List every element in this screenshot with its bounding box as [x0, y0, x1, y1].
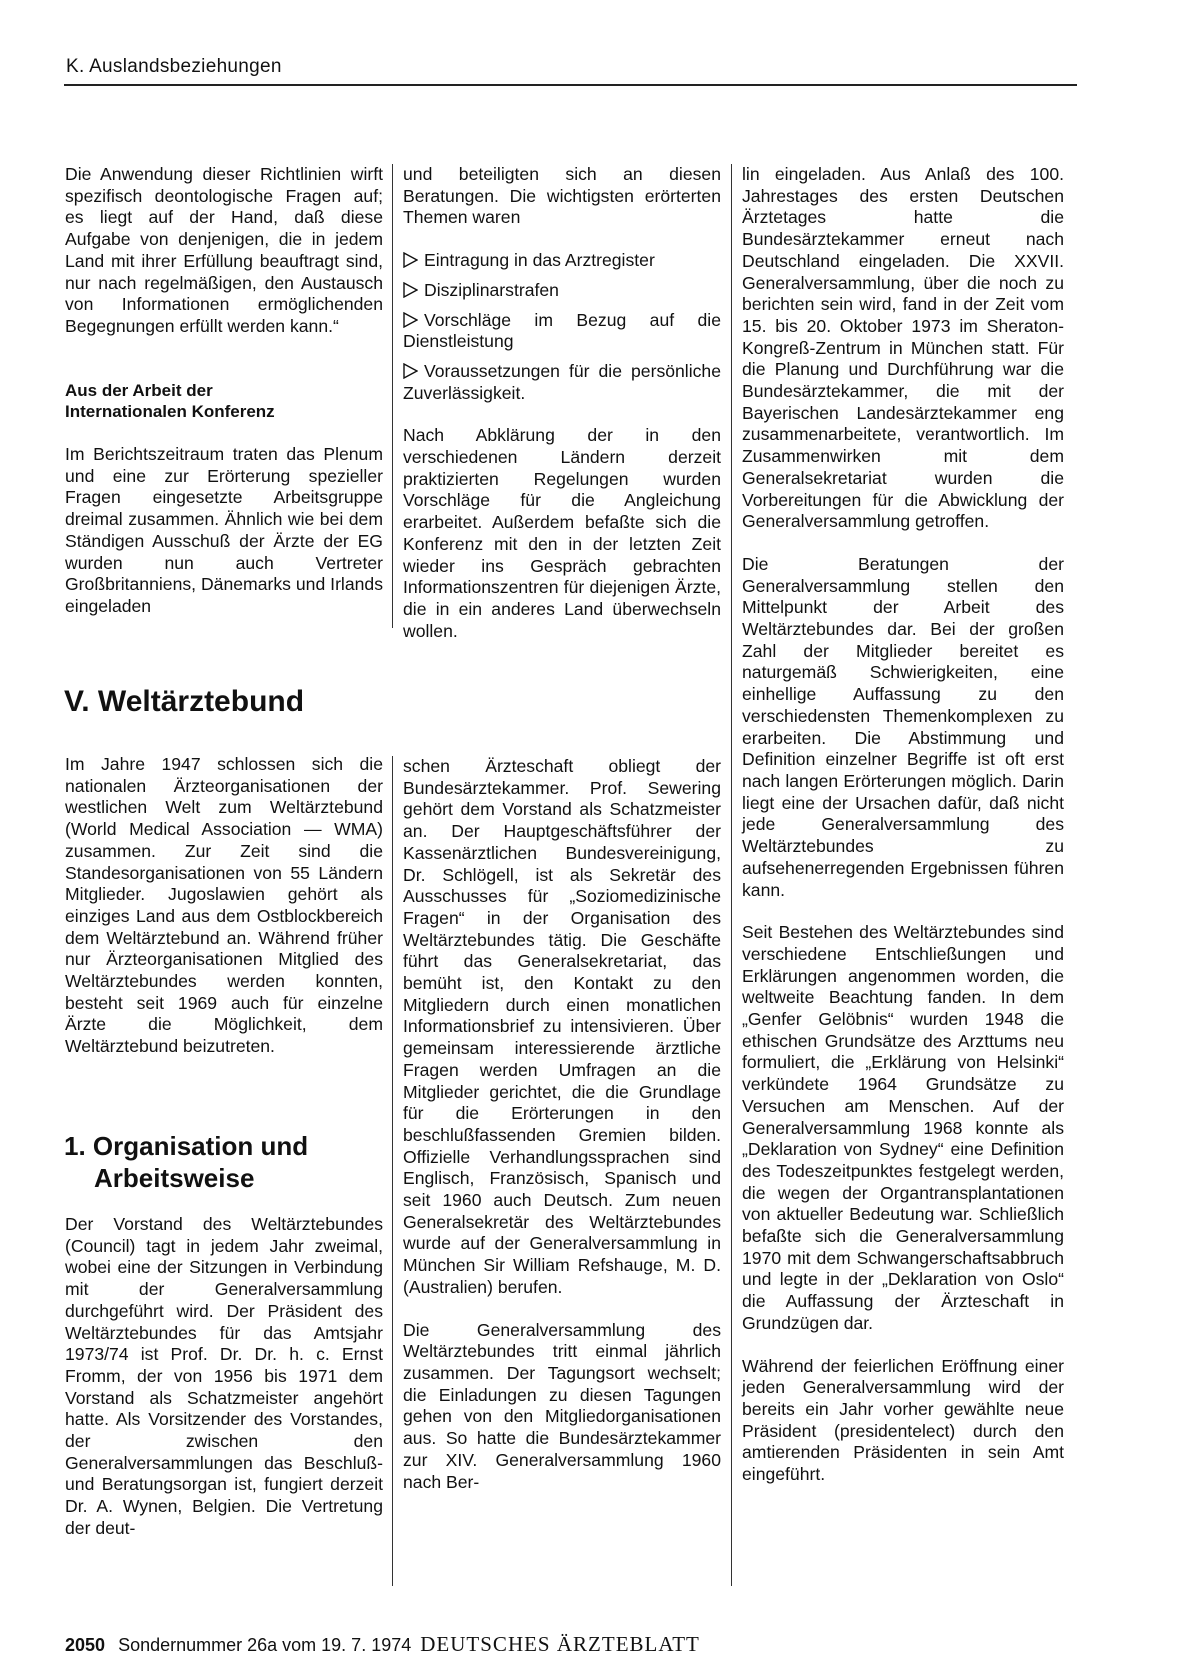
- list-item: Eintragung in das Arztregister: [403, 250, 721, 272]
- column-1-bottom: [65, 754, 383, 1058]
- paragraph: Während der feierlichen Eröffnung einer jeden Generalversammlung wird der bereits ein Jahr vorher gewählte neue Präsident (presidentelect) durch den amtierenden Präsidenten in sein Amt eingeführt.: [742, 1355, 1064, 1485]
- subheading-line: Aus der Arbeit der: [65, 380, 213, 400]
- triangle-bullet-icon: [403, 363, 418, 379]
- paragraph: Nach Abklärung der in den verschiedenen Ländern derzeit praktizierten Regelungen wurden Vorschläge für die Angleichung erarbeitet. Außerdem befaßte sich die Konferenz mit den in der letzten Zeit wieder ins Gespräch gebrachten Informationszentren für diejenigen Ärzte, die in ein anderes Land überwechseln wollen.: [403, 425, 721, 641]
- paragraph: Die Generalversammlung des Weltärztebundes tritt einmal jährlich zusammen. Der Tagungsort wechselt; die Einladungen zu diesen Tagungen gehen von den Mitgliedorganisationen aus. So hatte die Bundesärztekammer zur XIV. Generalversammlung 1960 nach Ber-: [403, 1319, 721, 1492]
- paragraph: Seit Bestehen des Weltärztebundes sind verschiedene Entschließungen und Erklärungen angenommen worden, die weltweite Beachtung fanden. In dem „Genfer Gelöbnis“ wurden 1948 die ethischen Grundsätze des Arzttums neu formuliert, die „Erklärung von Helsinki“ verkündete 1964 Grundsätze zu Versuchen am Menschen. Auf der Generalversammlung 1968 konnte als „Deklaration von Sydney“ eine Definition des Todeszeitpunktes festgelegt werden, die wegen der Organtransplantationen von aktueller Bedeutung war. Schließlich befaßte sich die Generalversammlung 1970 mit dem Schwangerschaftsabbruch und legte in der „Deklaration von Oslo“ die Auffassung der Ärzteschaft in Grundzügen dar.: [742, 922, 1064, 1333]
- running-header: K. Auslandsbeziehungen: [66, 56, 282, 77]
- subheading-line: Internationalen Konferenz: [65, 402, 275, 422]
- section-title: V. Weltärztebund: [64, 685, 305, 718]
- paragraph: Die Anwendung dieser Richtlinien wirft spezifisch deontologische Fragen auf; es liegt auf der Hand, daß diese Aufgabe von denjenigen, die in jedem Land mit ihrer Erfüllung beauftragt sind, nur nach regelmäßigen, den Austausch von Informationen ermöglichenden Begegnungen erfüllt werden kann.“: [65, 164, 383, 336]
- journal-name: DEUTSCHES ÄRZTEBLATT: [420, 1632, 700, 1656]
- column-divider: [731, 164, 732, 1586]
- column-1-top: [65, 164, 383, 618]
- list-item: Voraussetzungen für die persönliche Zuverlässigkeit.: [403, 360, 721, 403]
- subsection-title-line: Arbeitsweise: [94, 1163, 255, 1193]
- paragraph: Die Beratungen der Generalversammlung stellen den Mittelpunkt der Arbeit des Weltärztebundes dar. Bei der großen Zahl der Mitglieder bereitet es naturgemäß Schwierigkeiten, eine einhellige Auffassung zu den verschiedensten Themenkomplexen zu erarbeiten. Die Abstimmung und Definition einzelner Begriffe ist oft erst nach langen Erörterungen möglich. Darin liegt eine der Ursachen dafür, daß nicht jede Generalversammlung des Weltärztebundes zu aufsehenerregenden Ergebnissen führen kann.: [742, 553, 1064, 900]
- paragraph: schen Ärzteschaft obliegt der Bundesärztekammer. Prof. Sewering gehört dem Vorstand als Schatzmeister an. Der Hauptgeschäftsführer der Kassenärztlichen Bundesvereinigung, Dr. Schlögell, ist als Sekretär des Ausschusses für „Soziomedizinische Fragen“ in der Organisation des Weltärztebundes tätig. Die Geschäfte führt das Generalsekretariat, das bemüht ist, den Kontakt zu den Mitgliedern durch einen monatlichen Informationsbrief zu intensivieren. Über gemeinsam interessierende ärztliche Fragen werden Umfragen an die Mitglieder gerichtet, die die Grundlage für die Erörterungen in den beschlußfassenden Gremien bilden. Offizielle Verhandlungssprachen sind Englisch, Französisch, Spanisch und seit 1960 auch Deutsch. Zum neuen Generalsekretär des Weltärztebundes wurde auf der Generalversammlung in München Sir William Refshauge, M. D. (Australien) berufen.: [403, 756, 721, 1297]
- paragraph: Im Berichtszeitraum traten das Plenum und eine zur Erörterung spezieller Fragen eingesetzte Arbeitsgruppe dreimal zusammen. Ähnlich wie bei dem Ständigen Ausschuß der Ärzte der EG wurden nun auch Vertreter Großbritanniens, Dänemarks und Irlands eingeladen: [65, 444, 383, 616]
- column-2-bottom: [403, 756, 721, 1493]
- column-1-bottom-cont: [65, 1214, 383, 1540]
- paragraph: Im Jahre 1947 schlossen sich die nationalen Ärzteorganisationen der westlichen Welt zum Weltärztebund (World Medical Association — WMA) zusammen. Zur Zeit sind die Standesorganisationen von 55 Ländern Mitglieder. Jugoslawien gehört als einziges Land aus dem Ostblockbereich dem Weltärztebund an. Während früher nur Ärzteorganisationen Mitglied des Weltärztebundes werden konnten, besteht seit 1969 auch für einzelne Ärzte die Möglichkeit, dem Weltärztebund beizutreten.: [65, 754, 383, 1057]
- paragraph: lin eingeladen. Aus Anlaß des 100. Jahrestages des ersten Deutschen Ärztetages hatte die Bundesärztekammer erneut nach Deutschland eingeladen. Die XXVII. Generalversammlung, über die noch zu berichten sein wird, fand in der Zeit vom 15. bis 20. Oktober 1973 im Sheraton-Kongreß-Zentrum in München statt. Für die Planung und Durchführung war die Bundesärztekammer, die mit der Bayerischen Landesärztekammer eng zusammenarbeitete, verantwortlich. Im Zusammenwirken mit dem Generalsekretariat wurden die Vorbereitungen für die Abwicklung der Generalversammlung getroffen.: [742, 164, 1064, 532]
- triangle-bullet-icon: [403, 252, 418, 268]
- subsection-title-line: 1. Organisation und: [64, 1131, 309, 1161]
- page-number: 2050: [65, 1635, 106, 1655]
- list-item: Disziplinarstrafen: [403, 280, 721, 302]
- column-3: [742, 164, 1064, 1486]
- subheading: [65, 380, 383, 423]
- paragraph: Der Vorstand des Weltärztebundes (Council) tagt in jedem Jahr zweimal, wobei eine der Sitzungen in Verbindung mit der Generalversammlung durchgeführt wird. Der Präsident des Weltärztebundes für das Amtsjahr 1973/74 ist Prof. Dr. Dr. h. c. Ernst Fromm, der von 1956 bis 1971 dem Vorstand als Schatzmeister angehört hatte. Als Vorsitzender des Vorstandes, der zwischen den Generalversammlungen das Beschluß- und Beratungsorgan ist, fungiert derzeit Dr. A. Wynen, Belgien. Die Vertretung der deut-: [65, 1214, 383, 1538]
- list-item: Vorschläge im Bezug auf die Dienstleistung: [403, 309, 721, 352]
- issue-info: Sondernummer 26a vom 19. 7. 1974: [118, 1635, 412, 1655]
- page-footer: [65, 1632, 700, 1657]
- column-2-top: [403, 164, 721, 642]
- header-rule: [64, 84, 1077, 86]
- triangle-bullet-icon: [403, 282, 418, 298]
- triangle-bullet-icon: [403, 312, 418, 328]
- column-divider: [392, 164, 393, 628]
- column-divider: [392, 756, 393, 1586]
- paragraph: und beteiligten sich an diesen Beratungen. Die wichtigsten erörterten Themen waren: [403, 164, 721, 228]
- subsection-title: [64, 1130, 308, 1194]
